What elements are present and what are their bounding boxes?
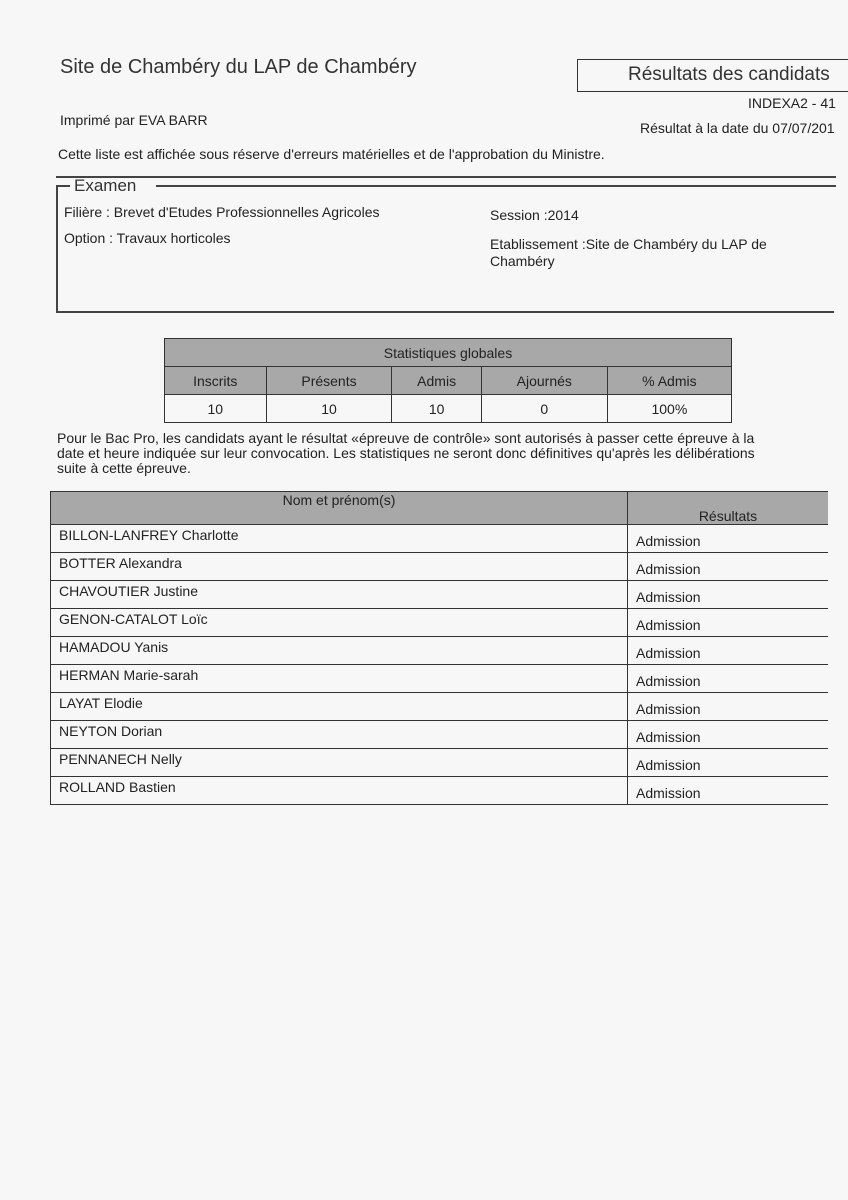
table-row [51, 525, 829, 553]
etablissement: Etablissement :Site de Chambéry du LAP de Chambéry [490, 236, 767, 269]
stats-value-admis: 10 [392, 395, 481, 423]
table-row [51, 609, 829, 637]
stats-header-presents: Présents [266, 367, 392, 395]
stats-title: Statistiques globales [165, 339, 732, 367]
stats-value-presents: 10 [266, 395, 392, 423]
candidate-result: Admission [628, 581, 829, 609]
exam-box-top-right [156, 185, 836, 187]
session: Session :2014 [490, 207, 579, 223]
candidate-result: Admission [628, 525, 829, 553]
table-row [51, 553, 829, 581]
candidates-table [50, 491, 828, 805]
exam-box-left [56, 185, 58, 312]
candidate-name: BOTTER Alexandra [51, 553, 628, 581]
table-row [51, 721, 829, 749]
printed-by: Imprimé par EVA BARR [60, 112, 208, 128]
notice-text: Cette liste est affichée sous réserve d'erreurs matérielles et de l'approbation du Ministre. [58, 146, 605, 162]
candidate-name: GENON-CATALOT Loïc [51, 609, 628, 637]
stats-header-inscrits: Inscrits [165, 367, 267, 395]
candidate-result: Admission [628, 749, 829, 777]
candidate-name: LAYAT Elodie [51, 693, 628, 721]
table-row [51, 665, 829, 693]
exam-label: Examen [74, 176, 137, 195]
result-date: Résultat à la date du 07/07/201 [640, 120, 835, 136]
column-header-result: Résultats [628, 492, 829, 525]
table-row [51, 637, 829, 665]
candidate-result: Admission [628, 637, 829, 665]
candidate-name: HAMADOU Yanis [51, 637, 628, 665]
stats-header-pct-admis: % Admis [607, 367, 731, 395]
candidate-result: Admission [628, 665, 829, 693]
candidate-result: Admission [628, 721, 829, 749]
exam-box-bottom [56, 311, 834, 313]
candidate-name: HERMAN Marie-sarah [51, 665, 628, 693]
site-title: Site de Chambéry du LAP de Chambéry [60, 56, 417, 78]
column-header-name: Nom et prénom(s) [51, 492, 628, 525]
filiere: Filière : Brevet d'Etudes Professionnelles Agricoles [64, 204, 380, 220]
results-title: Résultats des candidats [628, 64, 830, 85]
stats-header-ajournes: Ajournés [481, 367, 607, 395]
stats-value-ajournes: 0 [481, 395, 607, 423]
exam-box-top-left [56, 185, 70, 187]
candidate-result: Admission [628, 777, 829, 805]
candidate-name: ROLLAND Bastien [51, 777, 628, 805]
stats-value-pct-admis: 100% [607, 395, 731, 423]
index-code: INDEXA2 - 41 [748, 95, 836, 111]
table-row [51, 581, 829, 609]
candidate-result: Admission [628, 609, 829, 637]
bac-pro-note: Pour le Bac Pro, les candidats ayant le résultat «épreuve de contrôle» sont autorisés à passer cette épreuve à la date et heure indiquée sur leur convocation. Les statistiques ne seront donc définitives qu'après les délibérations suite à cette épreuve. [57, 430, 755, 476]
table-row [51, 693, 829, 721]
candidate-name: PENNANECH Nelly [51, 749, 628, 777]
candidate-name: NEYTON Dorian [51, 721, 628, 749]
stats-table [164, 338, 732, 423]
stats-value-inscrits: 10 [165, 395, 267, 423]
candidate-result: Admission [628, 553, 829, 581]
candidate-name: CHAVOUTIER Justine [51, 581, 628, 609]
table-row [51, 749, 829, 777]
exam-top-divider [56, 176, 836, 178]
candidate-result: Admission [628, 693, 829, 721]
option: Option : Travaux horticoles [64, 230, 231, 246]
stats-header-admis: Admis [392, 367, 481, 395]
table-row [51, 777, 829, 805]
candidate-name: BILLON-LANFREY Charlotte [51, 525, 628, 553]
